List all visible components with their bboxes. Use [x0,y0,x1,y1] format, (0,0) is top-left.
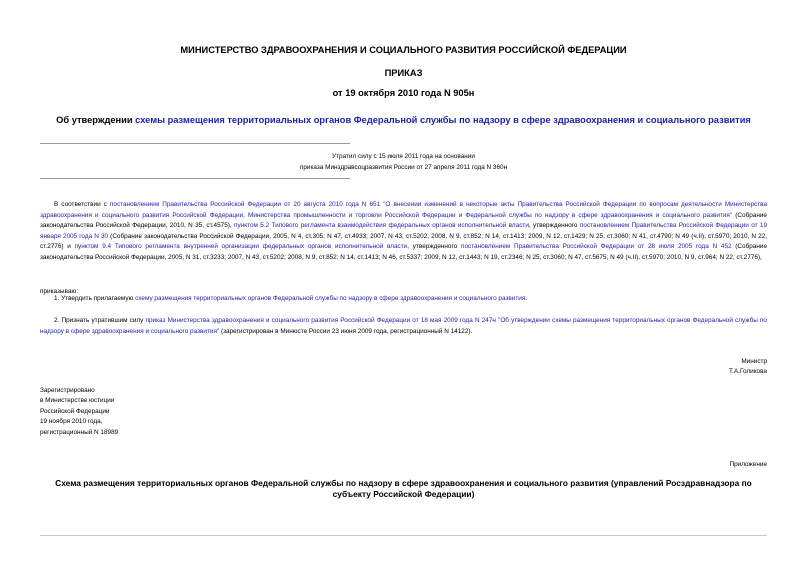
preamble-link-3[interactable]: постановлением Правительства Российской Федерации от 19 января 2005 года N 30 [40,222,768,240]
preamble-link-4[interactable]: пунктом 9.4 Типового регламента внутренней организации федеральных органов исполнительной власти [74,243,408,251]
order-word: приказываю: [40,288,78,295]
preamble-text-1: В соответствии с [54,201,110,208]
appendix-label: Приложение [729,461,767,468]
document-subject [40,115,767,125]
subject-prefix: Об утверждении [56,115,136,125]
preamble-text-6: (Собрание законодательства Российской Федерации, 2005, N 31, ст.3233; 2007, N 43, ст.5202; 2008, N 9, ст.852; N 14, ст.1413; N 46, ст.5337; 2009, N 12, ст.1443; N 19, ст.2346; N 25, ст.3060; N 47, ст.5675; N 49 (ч.II), ст.5970; 2010, N 9, ст.964; N 22, ст.2776), [40,243,768,261]
registration-block [40,386,240,438]
status-note-line1: Утратил силу с 15 июля 2011 года на основании [332,153,475,160]
item-2-suffix: (зарегистрирован в Минюсте России 23 июня 2009 года, регистрационный N 14122). [219,327,473,335]
item-1-link[interactable]: схему размещения территориальных органов Федеральной службы по надзору в сфере здравоохранения и социального развития [135,295,526,302]
preamble-link-2[interactable]: пунктом 5.2 Типового регламента взаимодействия федеральных органов исполнительной власти [234,222,529,230]
item-1-prefix: 1. Утвердить прилагаемую [54,295,136,302]
divider-top [40,143,350,144]
item-1-suffix: . [525,295,528,302]
divider-bottom [40,178,350,179]
document-type: ПРИКАЗ [384,68,423,78]
preamble-text-4: (Собрание законодательства Российской Федерации, 2005, N 4, ст.305; N 47, ст.4933; 2007, N 43, ст.5202; 2008, N 9, ст.852; N 14, ст.1413; 2009, N 12, ст.1429; N 25, ст.3060; N 41, ст.4790; N 49 (ч.II), ст.5970; 2010, N 22, ст.2776) и [40,232,767,251]
appendix-title: Схема размещения территориальных органов Федеральной службы по надзору в сфере здравоохранения и социального развития (управлений Росздравнадзора по субъекту Российской Федерации) [55,478,752,499]
preamble-paragraph [40,200,767,264]
registration-line-2: в Министерстве юстиции [40,397,115,405]
preamble-text-5: , утвержденного [407,243,461,251]
subject-link[interactable]: схемы размещения территориальных органов Федеральной службы по надзору в сфере здравоохранения и социального развития [135,115,751,125]
item-2 [40,316,767,337]
signature-name: Т.А.Голикова [728,368,767,375]
registration-line-4: 19 ноября 2010 года, [40,418,103,426]
registration-line-5: регистрационный N 18989 [40,428,119,436]
registration-line-1: Зарегистрировано [40,387,95,394]
item-1 [40,294,767,305]
status-note-link[interactable]: приказа Минздравсоцразвития России от 27 апреля 2011 года N 360н [299,164,508,171]
registration-line-3: Российской Федерации [40,407,110,415]
item-2-prefix: 2. Признать утратившим силу [54,317,146,324]
signature-title: Министр [741,358,767,365]
bottom-divider [40,535,767,536]
preamble-link-5[interactable]: постановлением Правительства Российской Федерации от 28 июля 2005 года N 452 [460,243,732,251]
document-date-number: от 19 октября 2010 года N 905н [332,88,475,98]
preamble-text-3: , утвержденного [528,222,580,230]
preamble-text-2: (Собрание законодательства Российской Федерации, 2010, N 35, ст.4575), [40,211,767,230]
preamble-link-1[interactable]: постановлением Правительства Российской Федерации от 20 августа 2010 года N 651 "О внесении изменений в некоторые акты Правительства Российской Федерации по вопросам деятельности Министерства здравоохранения и социального развития Российской Федерации, Министерства промышленности и торговли Российской Федерации и Федеральной службы по надзору в сфере здравоохранения и социального развития" [40,201,767,219]
ministry-heading: МИНИСТЕРСТВО ЗДРАВООХРАНЕНИЯ И СОЦИАЛЬНОГО РАЗВИТИЯ РОССИЙСКОЙ ФЕДЕРАЦИИ [180,45,627,55]
item-2-link[interactable]: приказ Министерства здравоохранения и социального развития Российской Федерации от 18 мая 2009 года N 247н "Об утверждении схемы размещения территориальных органов Федеральной службы по надзору в сфере здравоохранения и социального развития" [40,317,767,335]
